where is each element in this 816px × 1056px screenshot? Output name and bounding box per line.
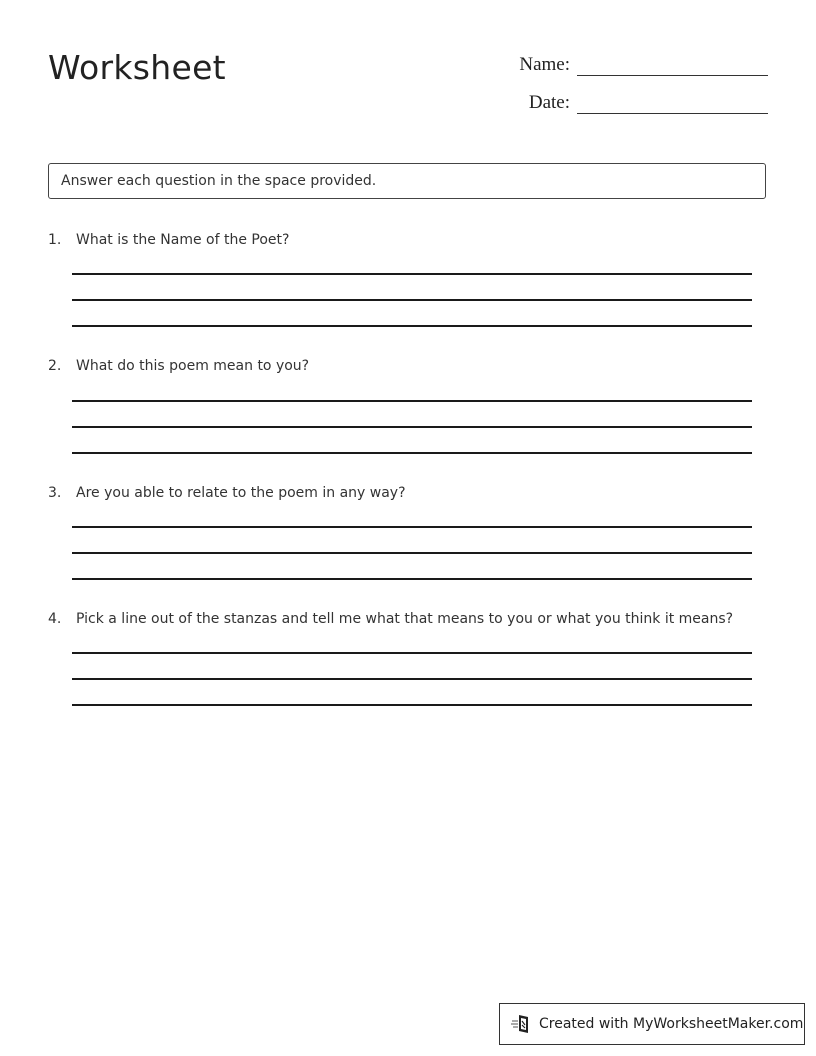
- answer-line[interactable]: [72, 526, 752, 528]
- date-field: [500, 92, 768, 114]
- answer-line[interactable]: [72, 704, 752, 706]
- name-input-line[interactable]: [577, 55, 768, 76]
- question-text: What is the Name of the Poet?: [76, 232, 290, 248]
- date-label: Date:: [528, 92, 570, 113]
- answer-line[interactable]: [72, 552, 752, 554]
- answer-line[interactable]: [72, 452, 752, 454]
- name-field: [500, 54, 768, 76]
- instructions-text: Answer each question in the space provided.: [61, 173, 377, 189]
- question-text: Are you able to relate to the poem in any way?: [76, 485, 406, 501]
- date-input-line[interactable]: [577, 93, 768, 114]
- name-label: Name:: [519, 54, 570, 75]
- question-number: 3.: [48, 485, 62, 501]
- answer-line[interactable]: [72, 678, 752, 680]
- question-text: What do this poem mean to you?: [76, 358, 310, 374]
- answer-line[interactable]: [72, 652, 752, 654]
- answer-line[interactable]: [72, 578, 752, 580]
- question-text: Pick a line out of the stanzas and tell me what that means to you or what you think it means?: [76, 611, 734, 627]
- answer-line[interactable]: [72, 273, 752, 275]
- question-number: 2.: [48, 358, 62, 374]
- answer-line[interactable]: [72, 299, 752, 301]
- answer-line[interactable]: [72, 400, 752, 402]
- page-title: Worksheet: [48, 48, 226, 87]
- answer-line[interactable]: [72, 325, 752, 327]
- answer-line[interactable]: [72, 426, 752, 428]
- worksheet-maker-logo-icon: [511, 1013, 533, 1035]
- instructions-box: [48, 163, 766, 199]
- footer-text: Created with MyWorksheetMaker.com: [539, 1016, 804, 1032]
- footer-badge[interactable]: [499, 1003, 805, 1045]
- question-number: 1.: [48, 232, 62, 248]
- question-number: 4.: [48, 611, 62, 627]
